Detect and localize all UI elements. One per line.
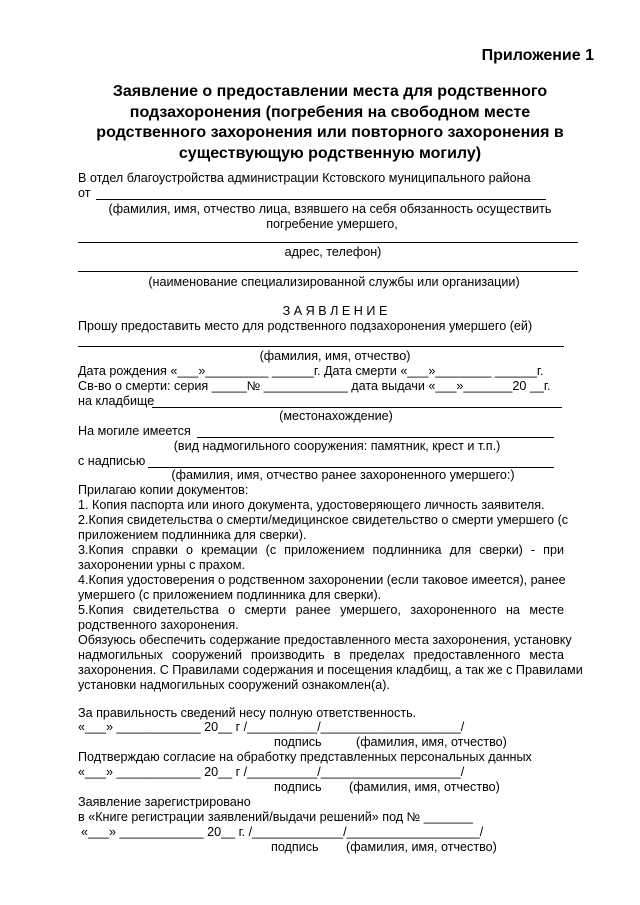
from-label: от [78,186,91,200]
grave-label: На могиле имеется [78,424,191,438]
attachments-intro: Прилагаю копии документов: [78,483,249,497]
deceased-name-field[interactable] [78,346,564,347]
address-field[interactable] [78,242,578,243]
attachment-item-3: 3.Копия справки о кремации (с приложением подлинника для сверки) - при [78,543,564,557]
caption-fio: (фамилия, имя, отчество) [259,349,411,363]
cemetery-label: на кладбище [78,394,155,408]
birth-death-dates: Дата рождения «___»_________ ______г. Дата смерти «___»________ ______г. [78,364,544,378]
caption-signature-2: подпись [274,780,322,794]
consent-line: Подтверждаю согласие на обработку представленных персональных данных [78,750,532,764]
caption-service: (наименование специализированной службы или организации) [148,275,520,289]
caption-location: (местонахождение) [279,409,393,423]
cemetery-field[interactable] [152,407,562,408]
attachment-item-2: 2.Копия свидетельства о смерти/медицинское свидетельство о смерти умершего (с [78,513,569,527]
statement-heading: З А Я В Л Е Н И Е [282,304,388,318]
appendix-label: Приложение 1 [481,47,594,64]
obligation-line-1: Обязуюсь обеспечить содержание предоставленного места захоронения, установку [78,633,572,647]
registration-line-2[interactable]: в «Книге регистрации заявлений/выдачи решений» под № _______ [78,810,473,824]
responsibility-line: За правильность сведений несу полную ответственность. [78,706,417,720]
caption-address: адрес, телефон) [284,245,382,259]
obligation-line-4: установки надмогильных сооружений ознакомлен(а). [78,678,390,692]
service-field[interactable] [78,271,578,272]
attachment-item-5: 5.Копия свидетельства о смерти ранее умершего, захороненного на месте [78,603,564,617]
caption-signature-fio-1: (фамилия, имя, отчество) [356,735,507,749]
attachment-item-4-cont: умершего (с приложением подлинника для сверки). [78,588,382,602]
addressee-line: В отдел благоустройства администрации Кстовского муниципального района [78,171,531,185]
caption-signature-3: подпись [271,840,319,854]
attachment-item-4: 4.Копия удостоверения о родственном захоронении (если таковое имеется), ранее [78,573,566,587]
caption-signature-fio-3: (фамилия, имя, отчество) [346,840,497,854]
death-certificate-line: Св-во о смерти: серия _____№ ____________ дата выдачи «___»_______20 __г. [78,379,551,393]
inscription-label: с надписью [78,454,146,468]
registration-line-1: Заявление зарегистрировано [78,795,251,809]
caption-buried: (фамилия, имя, отчество ранее захороненного умершего:) [171,468,515,482]
attachment-item-3-cont: захоронении урны с прахом. [78,558,246,572]
attachment-item-5-cont: родственного захоронения. [78,618,239,632]
attachment-item-2-cont: приложением подлинника для сверки). [78,528,307,542]
page-title: Заявление о предоставлении места для родственного подзахоронения (погребения на свободном месте родственного захоронения или повторного захоронения в существующую родственную могилу) [96,83,564,162]
caption-signature-1: подпись [274,735,322,749]
obligation-line-3: захоронения. С Правилами содержания и посещения кладбищ, а так же с Правилами [78,663,583,677]
applicant-name-field[interactable] [96,199,546,200]
caption-applicant-1: (фамилия, имя, отчество лица, взявшего на себя обязанность осуществить [108,202,552,216]
monument-field[interactable] [197,437,554,438]
signature-date-line-3[interactable]: «___» ____________ 20__ г. /_____________/___________________/ [81,825,484,839]
caption-applicant-2: погребение умершего, [266,217,398,231]
request-text: Прошу предоставить место для родственного подзахоронения умершего (ей) [78,319,533,333]
signature-date-line-1[interactable]: «___» ____________ 20__ г /__________/____________________/ [78,720,465,734]
obligation-line-2: надмогильных сооружений производить в пределах предоставленного места [78,648,564,662]
caption-monument: (вид надмогильного сооружения: памятник, крест и т.п.) [173,439,501,453]
caption-signature-fio-2: (фамилия, имя, отчество) [349,780,500,794]
attachment-item-1: 1. Копия паспорта или иного документа, удостоверяющего личность заявителя. [78,498,545,512]
signature-date-line-2[interactable]: «___» ____________ 20__ г /__________/____________________/ [78,765,465,779]
